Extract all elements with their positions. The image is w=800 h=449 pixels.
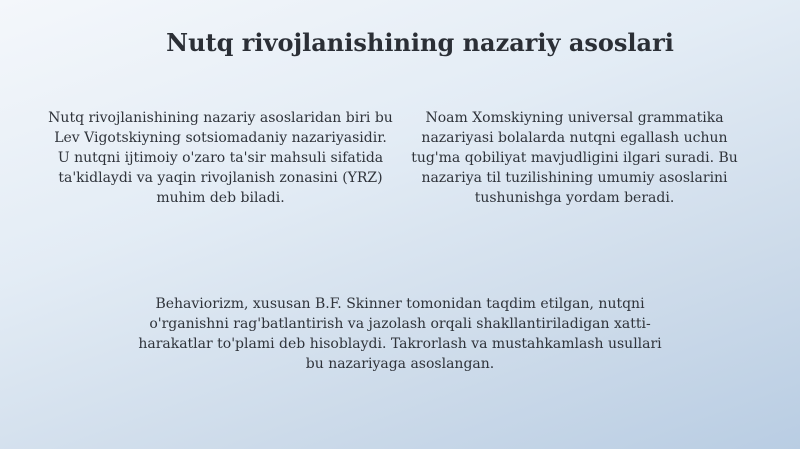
paragraph-chomsky: Noam Xomskiyning universal grammatika nazariyasi bolalarda nutqni egallash uchun tug'ma qobiliyat mavjudligini ilgari suradi. Bu nazariya til tuzilishining umumiy asoslarini tushunishga yordam beradi.	[411, 110, 738, 206]
paragraph-behaviorism: Behaviorizm, xususan B.F. Skinner tomonidan taqdim etilgan, nutqni o'rganishni rag'batlantirish va jazolash orqali shakllantiriladigan xatti-harakatlar to'plami deb hisoblaydi. Takrorlash va mustahkamlash usullari bu nazariyaga asoslangan.	[138, 296, 662, 372]
slide-title: Nutq rivojlanishining nazariy asoslari	[166, 28, 674, 57]
paragraph-vygotsky: Nutq rivojlanishining nazariy asoslaridan biri bu Lev Vigotskiyning sotsiomadaniy nazariyasidir. U nutqni ijtimoiy o'zaro ta'sir mahsuli sifatida ta'kidlaydi va yaqin rivojlanish zonasini (YRZ) muhim deb biladi.	[48, 110, 393, 206]
